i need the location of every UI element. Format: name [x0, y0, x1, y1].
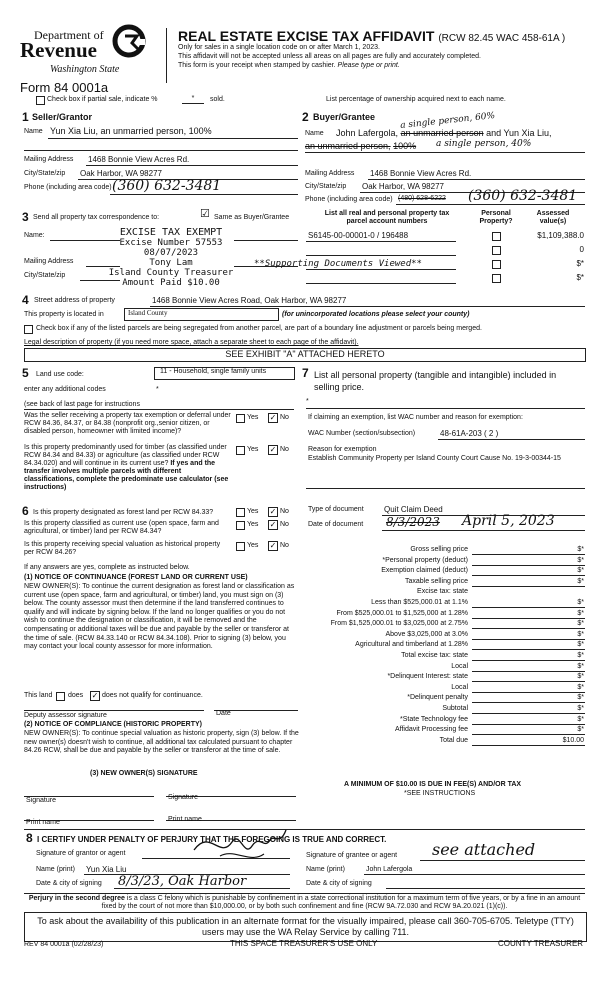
yes-label: Yes — [247, 521, 259, 528]
stamp-line: Island County Treasurer — [108, 268, 234, 278]
exempt-stamp — [108, 228, 234, 288]
tax-row-label: *Delinquent penalty — [407, 694, 468, 701]
doc-type-label: Type of document — [308, 506, 364, 513]
see-instructions-note: *SEE INSTRUCTIONS — [404, 790, 476, 797]
treasurer-use-only: THIS SPACE TREASURER'S USE ONLY — [230, 939, 378, 948]
stamp-line: Excise Number 57553 — [119, 238, 223, 248]
street-label: Street address of property — [34, 297, 115, 304]
tax-row-value[interactable]: $* — [577, 546, 584, 553]
notice-continuance-body: NEW OWNER(S): To continue the current designation as forest land or classification as current use (open space, farm and agricultural, or timber) land, you must sign on (3) below. The county assessor must then determine if the land transferred continues to qualify and will indicate by signing below. If the land no longer qualifies or you do not wish to continue the designation or classification, it will be removed and the compensating or additional taxes will be due and payable by the seller or transferor at the time of sale. (RCW 84.33.140 or RCW 84.34.108). Prior to signing (3) below, you may contact your local county assessor for more information. — [24, 583, 295, 651]
stamp-line: Tony Lam — [149, 258, 193, 268]
tax-row-value[interactable]: $* — [577, 726, 584, 733]
seller-mailing[interactable]: 1468 Bonnie View Acres Rd. — [88, 155, 190, 164]
partial-sale-label: Check box if partial sale, indicate % — [47, 96, 158, 103]
does-not-label: does not qualify for continuance. — [102, 692, 203, 699]
buyer-name-label: Name — [305, 130, 324, 137]
grantor-name[interactable]: Yun Xia Liu — [86, 865, 127, 874]
grantor-name-label: Name (print) — [36, 866, 75, 873]
tax-row-value[interactable]: $* — [577, 610, 584, 617]
tax-row-value[interactable]: $* — [577, 705, 584, 712]
segregated-checkbox[interactable] — [24, 325, 33, 334]
deputy-signature-label: Deputy assessor signature — [24, 712, 107, 719]
partial-sale-value[interactable]: * — [182, 95, 204, 104]
seller-mailing-label: Mailing Address — [24, 156, 74, 163]
assessed-value[interactable]: $* — [576, 273, 584, 282]
tax-row-label: Less than $525,000.01 at 1.1% — [371, 599, 468, 606]
same-as-buyer-checkbox[interactable]: ☑ — [200, 208, 210, 220]
located-label: This property is located in — [24, 311, 104, 318]
exemption-no-checkbox[interactable]: ✓ — [269, 413, 277, 422]
doc-date[interactable]: April 5, 2023 — [462, 513, 555, 529]
yes-label: Yes — [247, 446, 259, 453]
section-5-number: 5 — [22, 366, 29, 380]
no-label: No — [280, 521, 289, 528]
alt-format-notice: To ask about the availability of this publication in an alternate format for the visually impaired, please call 360-705-6705. Teletype (TTY) users may use the WA Relay Service by calling 711. — [24, 912, 587, 942]
new-owner-signature-title: (3) NEW OWNER(S) SIGNATURE — [90, 770, 198, 777]
personal-property-checkbox[interactable] — [492, 260, 501, 269]
current-use-question: Is this property classified as current use (open space, farm and agricultural, or timber) land per RCW 84.34? — [24, 520, 219, 535]
form-title: REAL ESTATE EXCISE TAX AFFIDAVIT (RCW 82.45 WAC 458-61A ) — [178, 28, 566, 44]
county-select[interactable]: Island County — [124, 308, 279, 321]
doc-date-struck: 8/3/2023 — [386, 515, 440, 529]
grantee-signature[interactable]: see attached — [432, 840, 536, 859]
assessed-value-header: Assessed value(s) — [536, 210, 570, 225]
partial-sold-label: sold. — [210, 96, 225, 103]
tax-row-label: Affidavit Processing fee — [394, 726, 468, 733]
county-treasurer: COUNTY TREASURER — [498, 939, 584, 948]
notice-continuance-title: (1) NOTICE OF CONTINUANCE (FOREST LAND OR CURRENT USE) — [24, 574, 248, 581]
reason-value[interactable]: Establish Community Property per Island County Court Cause No. 19-3-00344-15 — [308, 455, 561, 462]
land-use-label: Land use code: — [36, 371, 84, 378]
yes-label: Yes — [247, 542, 259, 549]
grantor-date-city[interactable]: 8/3/23, Oak Harbor — [118, 874, 247, 889]
assessed-value[interactable]: $1,109,388.0 — [537, 231, 584, 240]
notice-compliance-body: NEW OWNER(S): To continue special valuation as historic property, sign (3) below. If the new owner(s) doesn't wish to continue, all additional tax calculated pursuant to chapter 84.26 RCW, shall be due and payable by the seller or transferor at the time of sale. — [24, 730, 299, 755]
tax-row-label: Gross selling price — [410, 546, 468, 553]
yes-label: Yes — [247, 508, 259, 515]
buyer-phone-struck: (480) 628-6222 — [398, 195, 446, 202]
certify-statement: I CERTIFY UNDER PENALTY OF PERJURY THAT THE FOREGOING IS TRUE AND CORRECT. — [37, 835, 387, 844]
buyer-hand-note1: a single person, 60% — [399, 111, 496, 131]
corr-mailing-label: Mailing Address — [24, 258, 74, 265]
tax-row-label: From $525,000.01 to $1,525,000 at 1.28% — [336, 610, 468, 617]
forest-yes-checkbox[interactable] — [236, 508, 245, 517]
buyer-phone[interactable]: (360) 632-3481 — [468, 188, 578, 204]
no-label: No — [280, 414, 289, 421]
tax-row-value[interactable]: $* — [577, 652, 584, 659]
grantor-date-label: Date & city of signing — [36, 880, 102, 887]
section-8-number: 8 — [26, 831, 33, 845]
perjury-notice: Perjury in the second degree is a class C felony which is punishable by confinement in a state correctional institution for a maximum term of five years, or by a fine in an amount fixed by the court of not more than $10,000.00, or by both such confinement and fine (RCW 9A.72.030 and RCW 9A.20.021 (1)(c)). — [24, 893, 585, 911]
grantee-signature-label: Signature of grantee or agent — [306, 852, 398, 859]
tax-row-value[interactable]: $* — [577, 631, 584, 638]
tax-row-label: Above $3,025,000 at 3.0% — [385, 631, 468, 638]
does-not-checkbox[interactable]: ✓ — [91, 691, 99, 700]
buyer-title: Buyer/Grantee — [313, 112, 376, 122]
section-7-number: 7 — [302, 366, 309, 380]
tax-row-value[interactable]: $* — [577, 641, 584, 648]
no-label: No — [280, 446, 289, 453]
tax-row-label: Total excise tax: state — [401, 652, 468, 659]
exemption-question: Was the seller receiving a property tax exemption or deferral under RCW 84.36, 84.37, or 84.38 (nonprofit org.,senior citizen, or disabled person, homeowner with limited income)? — [24, 412, 231, 435]
tax-row-label: Local — [451, 663, 468, 670]
seller-name-label: Name — [24, 128, 43, 135]
personal-property-label: List all personal property (tangible and intangible) included in selling price. — [314, 370, 557, 392]
revenue-swoosh-icon — [112, 24, 146, 58]
tax-row-value[interactable]: $* — [577, 567, 584, 574]
minimum-due-note: A MINIMUM OF $10.00 IS DUE IN FEE(S) AND/OR TAX — [344, 781, 522, 788]
seller-phone[interactable]: (360) 632-3481 — [112, 178, 222, 194]
tax-row-label: Taxable selling price — [404, 578, 468, 585]
personal-property-checkbox[interactable] — [492, 246, 501, 255]
correspondence-label: Send all property tax correspondence to: — [33, 214, 160, 221]
tax-row-value[interactable]: $* — [577, 684, 584, 691]
buyer-phone-label: Phone (including area code) — [305, 196, 393, 203]
print-name-label: Print name — [26, 819, 60, 826]
yes-label: Yes — [247, 414, 259, 421]
buyer-city[interactable]: Oak Harbor, WA 98277 — [362, 182, 444, 191]
buyer-name-line2[interactable]: an unmarried person, 100% — [305, 141, 417, 151]
tax-row-label: From $1,525,000.01 to $3,025,000 at 2.75% — [330, 620, 468, 627]
deputy-date-label: Date — [216, 710, 231, 717]
signature-label: Signature — [168, 794, 198, 801]
timber-no-checkbox[interactable]: ✓ — [269, 445, 277, 454]
partial-sale-checkbox[interactable] — [36, 96, 45, 105]
notice-compliance-title: (2) NOTICE OF COMPLIANCE (HISTORIC PROPERTY) — [24, 721, 202, 728]
assessed-value[interactable]: $* — [576, 259, 584, 268]
wac-number[interactable]: 48-61A-203 ( 2 ) — [440, 429, 499, 438]
buyer-mailing[interactable]: 1468 Bonnie View Acres Rd. — [370, 169, 472, 178]
buyer-hand-note2: a single person, 40% — [436, 139, 532, 149]
tax-row-label: Exemption claimed (deduct) — [381, 567, 468, 574]
this-land-label: This land — [24, 692, 53, 699]
grantee-name-label: Name (print) — [306, 866, 345, 873]
supporting-docs-stamp: **Supporting Documents Viewed** — [254, 259, 422, 269]
dept-line1: Department of — [34, 28, 104, 42]
grantee-date-label: Date & city of signing — [306, 880, 372, 887]
additional-codes-label: enter any additional codes — [24, 386, 106, 393]
section-2-number: 2 — [302, 110, 309, 124]
tax-row-value[interactable]: $* — [577, 620, 584, 627]
current-use-yes-checkbox[interactable] — [236, 521, 245, 530]
tax-row-label: *State Technology fee — [400, 716, 468, 723]
stamp-line: Amount Paid $10.00 — [122, 278, 220, 288]
tax-row-label: *Delinquent Interest: state — [387, 673, 468, 680]
forest-question: Is this property designated as forest land per RCW 84.33? — [33, 509, 214, 516]
corr-name-label: Name: — [24, 232, 45, 239]
no-label: No — [280, 542, 289, 549]
legal-label: Legal description of property (if you need more space, attach a separate sheet to each page of the affidavit). — [24, 339, 359, 346]
print-name-label: Print name — [168, 816, 202, 823]
historic-no-checkbox[interactable]: ✓ — [269, 541, 277, 550]
does-label: does — [68, 692, 84, 699]
tax-row-value[interactable]: $10.00 — [562, 737, 584, 744]
buyer-mailing-label: Mailing Address — [305, 170, 355, 177]
complete-instructed: If any answers are yes, complete as instructed below. — [24, 564, 190, 571]
grantor-signature-label: Signature of grantor or agent — [36, 850, 126, 857]
header-note2: This affidavit will not be accepted unless all areas on all pages are fully and accurately completed. — [178, 53, 481, 60]
seller-city[interactable]: Oak Harbor, WA 98277 — [80, 169, 162, 178]
forest-no-checkbox[interactable]: ✓ — [269, 507, 277, 516]
doc-type[interactable]: Quit Claim Deed — [384, 505, 443, 514]
form-number: Form 84 0001a — [20, 80, 109, 95]
grantor-signature-icon[interactable] — [190, 820, 290, 866]
section-6-number: 6 — [22, 504, 29, 518]
no-label: No — [280, 508, 289, 515]
corr-city-label: City/State/zip — [24, 272, 66, 279]
dept-line3: Washington State — [50, 64, 120, 75]
section-1-number: 1 — [22, 110, 29, 124]
tax-row-label: Subtotal — [442, 705, 468, 712]
header-note3: This form is your receipt when stamped by cashier. Please type or print. — [178, 62, 400, 69]
wac-label: WAC Number (section/subsection) — [308, 430, 416, 437]
parcel-header: List all real and personal property tax parcel account numbers — [324, 210, 450, 225]
tax-row-value[interactable]: $* — [577, 578, 584, 585]
tax-row-value[interactable]: $* — [577, 663, 584, 670]
section-4-number: 4 — [22, 293, 29, 307]
see-back-note: (see back of last page for instructions — [24, 401, 140, 408]
personal-property-header: Personal Property? — [479, 210, 513, 225]
historic-question: Is this property receiving special valuation as historical property per RCW 84.26? — [24, 541, 221, 556]
same-as-buyer-label: Same as Buyer/Grantee — [214, 214, 290, 221]
additional-codes[interactable]: * — [156, 386, 159, 393]
tax-row-label: Agricultural and timberland at 1.28% — [355, 641, 468, 648]
exemption-claim-label: If claiming an exemption, list WAC number and reason for exemption: — [308, 414, 523, 421]
historic-yes-checkbox[interactable] — [236, 542, 245, 551]
tax-row-label: Total due — [439, 737, 468, 744]
parcel-number[interactable]: S6145-00-00001-0 / 196488 — [308, 231, 409, 240]
header-note1: Only for sales in a single location code on or after March 1, 2023. — [178, 44, 380, 51]
ownership-note: List percentage of ownership acquired next to each name. — [326, 96, 506, 103]
seller-title: Seller/Grantor — [32, 112, 93, 122]
personal-property-checkbox[interactable] — [492, 274, 501, 283]
reason-label: Reason for exemption — [308, 446, 377, 453]
stamp-line: 08/07/2023 — [143, 248, 199, 258]
grantee-name[interactable]: John Lafergola — [366, 866, 413, 873]
assessed-value[interactable]: 0 — [579, 245, 584, 254]
signature-label: Signature — [26, 797, 56, 804]
seller-city-label: City/State/zip — [24, 170, 66, 177]
dor-logo — [20, 22, 155, 80]
tax-row-value[interactable]: $* — [577, 673, 584, 680]
timber-question: Is this property predominantly used for timber (as classified under RCW 84.34 and 84.33) or agriculture (as classified under RCW 84.34.020) and will continue in its current use? If yes and the transfer involves multiple parcels with different classifications, complete the predominate use calculator (see instructions) — [24, 444, 229, 491]
tax-row-value[interactable]: $* — [577, 716, 584, 723]
doc-date-label: Date of document — [308, 521, 364, 528]
tax-row-label: Local — [451, 684, 468, 691]
does-checkbox[interactable] — [56, 692, 65, 701]
buyer-name-line1[interactable]: John Lafergola, an unmarried person and Yun Xia Liu, — [336, 128, 552, 138]
tax-row-value[interactable]: $* — [577, 599, 584, 606]
exemption-yes-checkbox[interactable] — [236, 414, 245, 423]
located-note: (for unincorporated locations please select your county) — [282, 311, 470, 318]
segregated-label: Check box if any of the listed parcels are being segregated from another parcel, are part of a boundary line adjustment or parcels being merged. — [36, 325, 482, 332]
seller-phone-label: Phone (including area code) — [24, 184, 112, 191]
seller-name[interactable]: Yun Xia Liu, an unmarried person, 100% — [50, 126, 212, 136]
tax-row-label: Excise tax: state — [417, 588, 468, 595]
personal-property-value[interactable]: * — [306, 398, 309, 405]
buyer-city-label: City/State/zip — [305, 183, 347, 190]
current-use-no-checkbox[interactable]: ✓ — [269, 520, 277, 529]
rev-number: REV 84 0001a (02/28/23) — [24, 941, 104, 948]
tax-row-label: *Personal property (deduct) — [382, 557, 468, 564]
dept-line2: Revenue — [20, 38, 97, 62]
timber-yes-checkbox[interactable] — [236, 446, 245, 455]
personal-property-checkbox[interactable] — [492, 232, 501, 241]
stamp-line: EXCISE TAX EXEMPT — [119, 227, 223, 238]
legal-description[interactable]: SEE EXHIBIT "A" ATTACHED HERETO — [24, 348, 586, 362]
street-address[interactable]: 1468 Bonnie View Acres Road, Oak Harbor, WA 98277 — [152, 296, 347, 305]
tax-row-value[interactable]: $* — [577, 694, 584, 701]
section-3-number: 3 — [22, 210, 29, 224]
land-use-code[interactable]: 11 - Household, single family units — [154, 367, 295, 380]
tax-row-value[interactable]: $* — [577, 557, 584, 564]
